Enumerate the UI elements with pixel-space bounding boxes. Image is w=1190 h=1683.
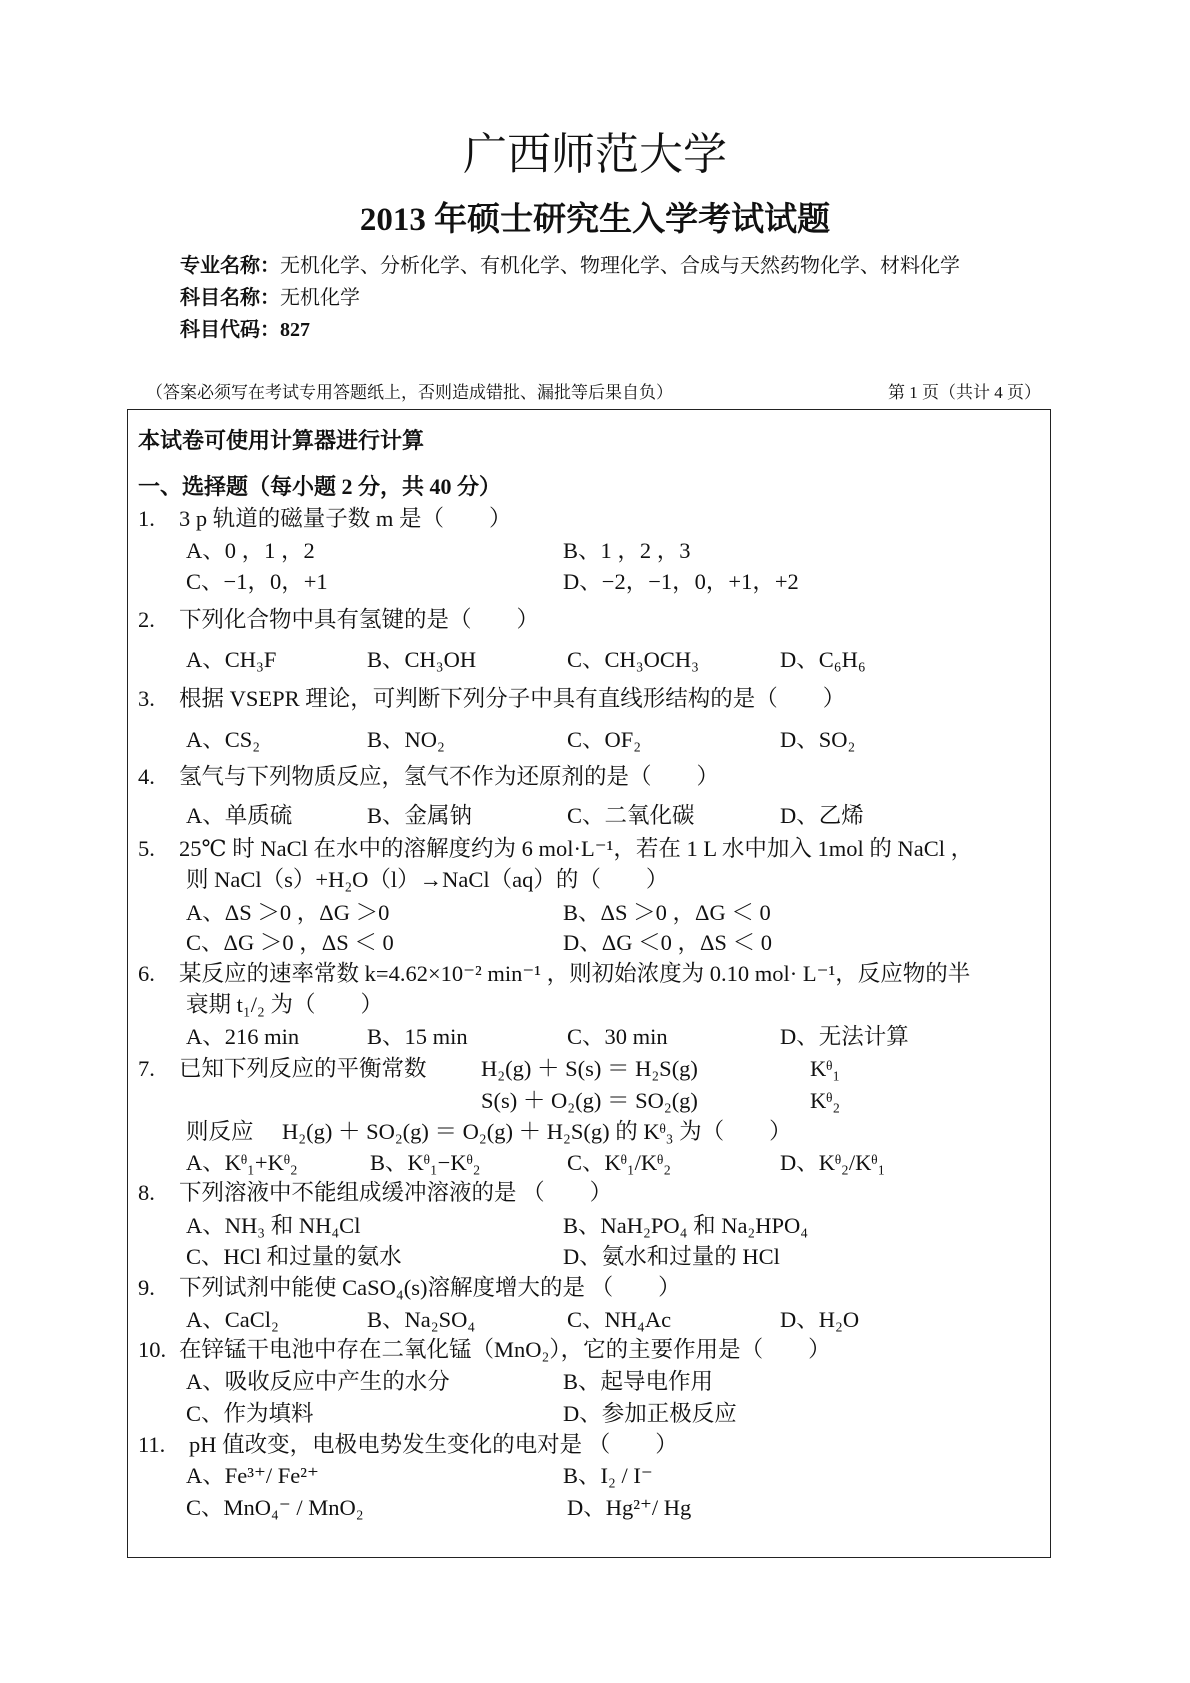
section-title: 一、选择题（每小题 2 分，共 40 分） [138, 474, 502, 499]
question-number: 7. [138, 1056, 155, 1081]
exam-title: 2013 年硕士研究生入学考试试题 [359, 202, 831, 238]
constant-k1: Kᶿ₁ [810, 1056, 841, 1081]
subject-label: 科目名称： [180, 287, 280, 309]
question-number: 5. [138, 836, 155, 861]
option-a: A、ΔS ＞0 ，ΔG ＞0 [186, 900, 390, 925]
option-a: A、NH₃ 和 NH₄Cl [186, 1213, 361, 1238]
option-d: D、参加正极反应 [563, 1401, 737, 1426]
option-c: C、作为填料 [186, 1401, 314, 1426]
question-stem: 下列试剂中能使 CaSO₄(s)溶解度增大的是 （ ） [179, 1275, 681, 1300]
option-c: C、OF₂ [567, 727, 642, 752]
university-name: 广西师范大学 [463, 130, 727, 179]
option-d: D、C₆H₆ [780, 647, 866, 672]
option-d: D、ΔG ＜0 ，ΔS ＜ 0 [563, 930, 772, 955]
question-stem-cont: 衰期 t₁/₂ 为（ ） [186, 992, 383, 1017]
subject-value: 无机化学 [280, 287, 360, 309]
major-label: 专业名称： [180, 255, 280, 277]
option-a: A、Fe³⁺/ Fe²⁺ [186, 1463, 319, 1488]
option-c: C、MnO₄⁻ / MnO₂ [186, 1495, 364, 1520]
option-d: D、乙烯 [780, 803, 864, 828]
question-stem: pH 值改变，电极电势发生变化的电对是 （ ） [189, 1432, 678, 1457]
page-info: 第 1 页（共计 4 页） [888, 383, 1041, 402]
option-d: D、氨水和过量的 HCl [563, 1244, 780, 1269]
option-a: A、CS₂ [186, 727, 261, 752]
question-stem-cont: 则反应 [186, 1119, 254, 1144]
option-a: A、吸收反应中产生的水分 [186, 1369, 450, 1394]
option-b: B、CH₃OH [367, 647, 477, 672]
option-a: A、0 ，1 ，2 [186, 538, 315, 563]
equation-2: S(s) ＋ O₂(g) ＝ SO₂(g) [481, 1088, 698, 1113]
question-stem-cont: 则 NaCl（s）+H₂O（l）→NaCl（aq）的（ ） [186, 867, 669, 892]
question-stem: 在锌锰干电池中存在二氧化锰（MnO₂），它的主要作用是（ ） [179, 1337, 831, 1362]
option-b: B、1 ，2 ，3 [563, 538, 691, 563]
question-stem: 下列化合物中具有氢键的是（ ） [179, 607, 540, 632]
answer-note: （答案必须写在考试专用答题纸上，否则造成错批、漏批等后果自负） [146, 383, 673, 402]
equation-1: H₂(g) ＋ S(s) ＝ H₂S(g) [481, 1056, 698, 1081]
option-a: A、CH₃F [186, 647, 277, 672]
option-d: D、无法计算 [780, 1024, 909, 1049]
option-c: C、30 min [567, 1024, 668, 1049]
option-c: C、ΔG ＞0 ，ΔS ＜ 0 [186, 930, 394, 955]
question-number: 9. [138, 1275, 155, 1300]
question-number: 1. [138, 506, 155, 531]
question-number: 2. [138, 607, 155, 632]
question-stem: 氢气与下列物质反应，氢气不作为还原剂的是（ ） [179, 764, 720, 789]
subject-line [180, 288, 360, 308]
question-stem: 下列溶液中不能组成缓冲溶液的是 （ ） [179, 1180, 613, 1205]
major-line [180, 256, 960, 276]
option-b: B、金属钠 [367, 803, 473, 828]
question-stem: 3 p 轨道的磁量子数 m 是（ ） [179, 506, 512, 531]
option-b: B、Na₂SO₄ [367, 1307, 476, 1332]
question-number: 11. [138, 1432, 166, 1457]
option-b: B、起导电作用 [563, 1369, 714, 1394]
question-number: 8. [138, 1180, 155, 1205]
option-c: C、NH₄Ac [567, 1307, 672, 1332]
question-number: 10. [138, 1337, 167, 1362]
option-b: B、15 min [367, 1024, 468, 1049]
calculator-note: 本试卷可使用计算器进行计算 [138, 428, 425, 453]
option-d: D、H₂O [780, 1307, 860, 1332]
question-stem: 25℃ 时 NaCl 在水中的溶解度约为 6 mol·L⁻¹，若在 1 L 水中加入 1mol 的 NaCl ， [179, 836, 974, 861]
option-b: B、ΔS ＞0 ，ΔG ＜ 0 [563, 900, 771, 925]
option-b: B、NaH₂PO₄ 和 Na₂HPO₄ [563, 1213, 809, 1238]
option-c: C、−1，0，+1 [186, 569, 328, 594]
equation-3: H₂(g) ＋ SO₂(g) ＝ O₂(g) ＋ H₂S(g) 的 Kᶿ₃ 为（ ） [282, 1119, 792, 1144]
question-number: 4. [138, 764, 155, 789]
question-stem: 已知下列反应的平衡常数 [179, 1056, 427, 1081]
option-c: C、Kᶿ₁/Kᶿ₂ [567, 1150, 672, 1175]
option-a: A、单质硫 [186, 803, 293, 828]
question-stem: 某反应的速率常数 k=4.62×10⁻² min⁻¹ ，则初始浓度为 0.10 mol· L⁻¹，反应物的半 [179, 961, 971, 986]
question-number: 3. [138, 686, 155, 711]
option-c: C、HCl 和过量的氨水 [186, 1244, 402, 1269]
option-b: B、NO₂ [367, 727, 445, 752]
question-number: 6. [138, 961, 155, 986]
option-b: B、I₂ / I⁻ [563, 1463, 653, 1488]
option-b: B、Kᶿ₁−Kᶿ₂ [370, 1150, 481, 1175]
option-a: A、CaCl₂ [186, 1307, 279, 1332]
code-value: 827 [280, 319, 310, 341]
code-line [180, 320, 310, 340]
question-stem: 根据 VSEPR 理论，可判断下列分子中具有直线形结构的是（ ） [179, 686, 846, 711]
option-c: C、二氧化碳 [567, 803, 695, 828]
option-a: A、216 min [186, 1024, 300, 1049]
major-value: 无机化学、分析化学、有机化学、物理化学、合成与天然药物化学、材料化学 [280, 255, 960, 277]
option-a: A、Kᶿ₁+Kᶿ₂ [186, 1150, 298, 1175]
constant-k2: Kᶿ₂ [810, 1088, 841, 1113]
option-d: D、−2，−1，0，+1，+2 [563, 569, 799, 594]
code-label: 科目代码： [180, 319, 280, 341]
option-c: C、CH₃OCH₃ [567, 647, 699, 672]
option-d: D、Kᶿ₂/Kᶿ₁ [780, 1150, 886, 1175]
option-d: D、Hg²⁺/ Hg [567, 1495, 692, 1520]
option-d: D、SO₂ [780, 727, 856, 752]
